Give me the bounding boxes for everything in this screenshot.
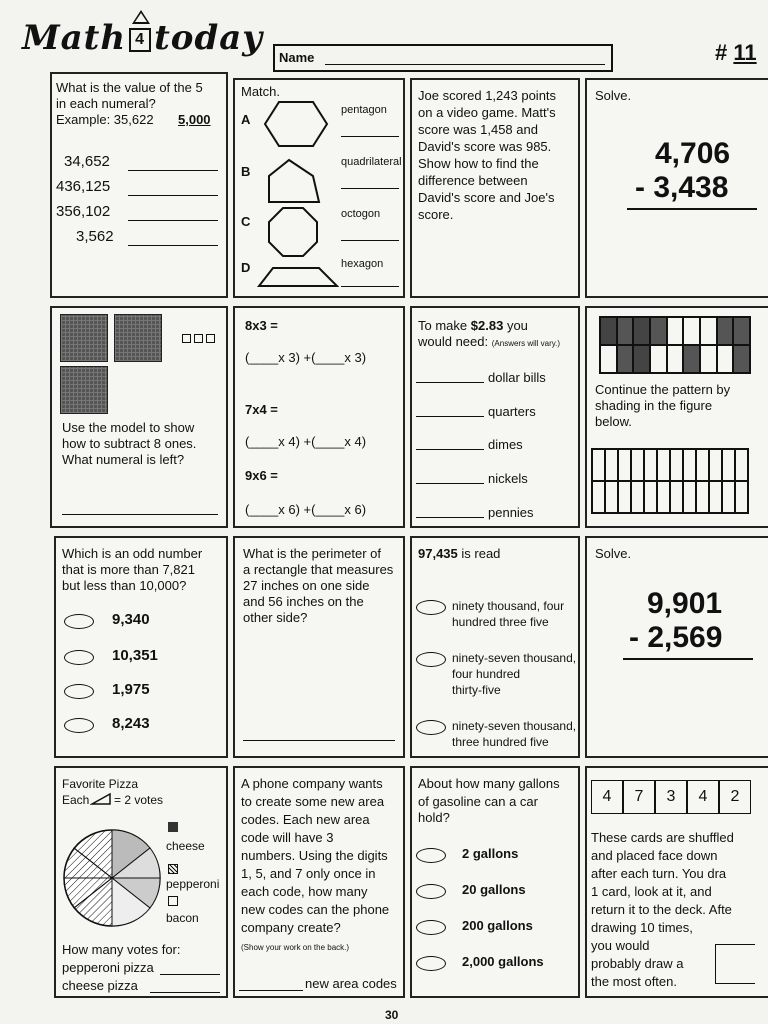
- brand-logo: Math 4 today: [22, 18, 263, 58]
- answer-box[interactable]: [715, 944, 755, 984]
- answer-bubble[interactable]: [416, 600, 446, 615]
- pattern-answer-grid[interactable]: [591, 448, 749, 514]
- q8-pattern: Continue the pattern by shading in the figure below.: [585, 306, 768, 528]
- q15-gallons: About how many gallons of gasoline can a car hold? 2 gallons 20 gallons 200 gallons 2,000 gallons: [410, 766, 580, 998]
- q5-base-ten-model: Use the model to show how to subtract 8 ones. What numeral is left?: [50, 306, 228, 528]
- answer-bubble[interactable]: [416, 848, 446, 863]
- pentagon-shape: [263, 158, 325, 204]
- answer-bubble[interactable]: [416, 920, 446, 935]
- q11-number-word: 97,435 is read ninety thousand, four hundred three five ninety-seven thousand, four hundred thirty-five ninety-seven thousand, three hundred five: [410, 536, 580, 758]
- sheet-number: # 11: [715, 40, 757, 65]
- slice-icon: [90, 792, 112, 806]
- answer-bubble[interactable]: [64, 650, 94, 665]
- page-number: 30: [385, 1008, 399, 1022]
- q10-perimeter: What is the perimeter of a rectangle that measures 27 inches on one side and 56 inches on the other side?: [233, 536, 405, 758]
- hundred-block: [60, 314, 108, 362]
- answer-bubble[interactable]: [416, 652, 446, 667]
- ones-cube: [206, 334, 215, 343]
- hundred-block: [60, 366, 108, 414]
- number-card: 4: [591, 780, 623, 814]
- pattern-example-grid: [599, 316, 751, 374]
- quadrilateral-shape: [257, 266, 339, 288]
- q9-odd-number: Which is an odd number that is more than 7,821 but less than 10,000? 9,340 10,351 1,975 8,243: [54, 536, 228, 758]
- q2-match-shapes: Match. A pentagon B quadrilateral C octogon D hexagon: [233, 78, 405, 298]
- cheese-swatch: [168, 822, 178, 832]
- answer-bubble[interactable]: [416, 956, 446, 971]
- hexagon-shape: [263, 100, 329, 148]
- number-card: 7: [623, 780, 655, 814]
- q12-solve-subtraction: Solve. 9,901 - 2,569: [585, 536, 768, 758]
- pepperoni-swatch: [168, 864, 178, 874]
- answer-bubble[interactable]: [416, 720, 446, 735]
- hundred-block: [114, 314, 162, 362]
- answer-bubble[interactable]: [64, 684, 94, 699]
- answer-bubble[interactable]: [64, 614, 94, 629]
- q7-make-money: To make $2.83 you would need: (Answers will vary.) dollar bills quarters dimes nickels pennies: [410, 306, 580, 528]
- ones-cube: [194, 334, 203, 343]
- q4-solve-subtraction: Solve. 4,706 - 3,438: [585, 78, 768, 298]
- q3-score-difference: Joe scored 1,243 points on a video game. Matt's score was 1,458 and David's score was 985. Show how to find the difference between David's score and Joe's score.: [410, 78, 580, 298]
- pizza-pie-chart: [60, 826, 164, 930]
- q13-pizza-graph: Favorite Pizza Each = 2 votes cheese pepperoni bacon How many votes for: pepperoni pizza cheese pizza: [54, 766, 228, 998]
- bacon-swatch: [168, 896, 178, 906]
- answer-bubble[interactable]: [416, 884, 446, 899]
- name-field[interactable]: Name: [273, 44, 613, 72]
- number-card: 4: [687, 780, 719, 814]
- answer-bubble[interactable]: [64, 718, 94, 733]
- number-card: 3: [655, 780, 687, 814]
- q6-distributive: 8x3 = (____x 3) +(____x 3) 7x4 = (____x 4) +(____x 4) 9x6 = (____x 6) +(____x 6): [233, 306, 405, 528]
- q14-area-codes: A phone company wants to create some new area codes. Each new area code will have 3 numbers. Using the digits 1, 5, and 7 only once in each code, how many new codes can the phone company create? (Show your work on the back.) new area codes: [233, 766, 405, 998]
- number-card: 2: [719, 780, 751, 814]
- q1-place-value: What is the value of the 5 in each numeral? Example: 35,622 5,000 34,652 436,125 356,102 3,562: [50, 72, 228, 298]
- q16-card-probability: 4 7 3 4 2 These cards are shuffled and placed face down after each turn. You dra 1 card, look at it, and return it to the deck. Afte drawing 10 times, you would probably draw a the most often.: [585, 766, 768, 998]
- worksheet-header: [0, 0, 768, 70]
- octagon-shape: [265, 206, 321, 258]
- ones-cube: [182, 334, 191, 343]
